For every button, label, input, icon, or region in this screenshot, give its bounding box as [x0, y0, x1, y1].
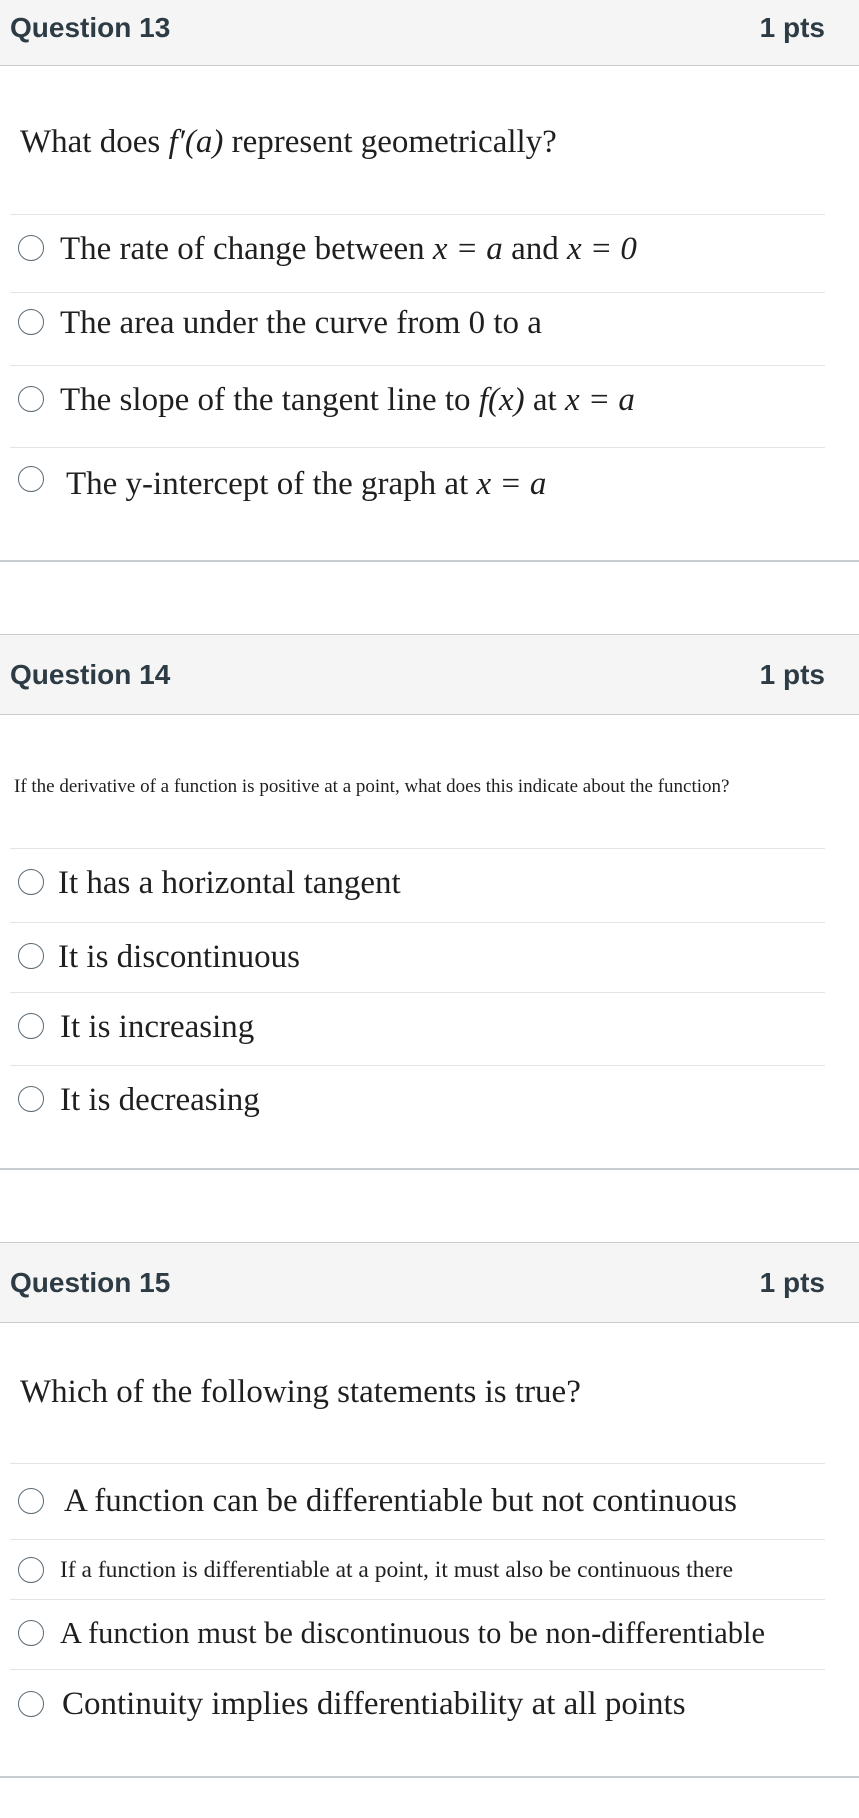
- math-expression: x = a: [432, 231, 503, 267]
- radio-button[interactable]: [18, 309, 44, 335]
- answer-option[interactable]: The rate of change between x = a and x = 0: [10, 218, 825, 292]
- question-13-prompt: What does f′(a) represent geometrically?: [20, 124, 557, 160]
- radio-button[interactable]: [18, 1620, 44, 1646]
- question-15-header: [0, 1242, 859, 1323]
- question-points: 1 pts: [759, 11, 825, 43]
- answer-option[interactable]: A function must be discontinuous to be non-differentiable: [10, 1600, 825, 1669]
- radio-button[interactable]: [18, 1488, 44, 1514]
- radio-button[interactable]: [18, 1691, 44, 1717]
- question-15-prompt: Which of the following statements is true?: [20, 1374, 581, 1410]
- math-expression: f′(a): [168, 124, 224, 160]
- answer-option[interactable]: The y-intercept of the graph at x = a: [10, 448, 825, 528]
- answer-option[interactable]: If a function is differentiable at a point, it must also be continuous there: [10, 1540, 825, 1599]
- question-title: Question 13: [10, 11, 171, 43]
- radio-button[interactable]: [18, 943, 44, 969]
- radio-button[interactable]: [18, 869, 44, 895]
- answer-option[interactable]: It is increasing: [10, 993, 825, 1065]
- math-expression: x = a: [564, 382, 635, 418]
- answer-option[interactable]: The slope of the tangent line to f(x) at x = a: [10, 366, 825, 447]
- question-points: 1 pts: [759, 1266, 825, 1298]
- radio-button[interactable]: [18, 1086, 44, 1112]
- question-title: Question 14: [10, 658, 171, 690]
- answer-option[interactable]: It has a horizontal tangent: [10, 849, 825, 922]
- question-points: 1 pts: [759, 658, 825, 690]
- math-expression: x = a: [476, 466, 547, 502]
- radio-button[interactable]: [18, 235, 44, 261]
- question-14-header: [0, 634, 859, 715]
- math-expression: f(x): [478, 382, 525, 418]
- question-13-header: [0, 0, 859, 66]
- radio-button[interactable]: [18, 466, 44, 492]
- math-expression: x = 0: [566, 231, 637, 267]
- answer-option[interactable]: A function can be differentiable but not continuous: [10, 1464, 825, 1539]
- question-separator: [0, 560, 859, 562]
- radio-button[interactable]: [18, 1013, 44, 1039]
- radio-button[interactable]: [18, 386, 44, 412]
- question-title: Question 15: [10, 1266, 171, 1298]
- radio-button[interactable]: [18, 1557, 44, 1583]
- question-14-prompt: If the derivative of a function is positive at a point, what does this indicate about the function?: [14, 776, 730, 797]
- answer-option[interactable]: The area under the curve from 0 to a: [10, 293, 825, 365]
- answer-option[interactable]: Continuity implies differentiability at all points: [10, 1670, 825, 1744]
- question-separator: [0, 1776, 859, 1778]
- divider: [10, 214, 825, 215]
- question-separator: [0, 1168, 859, 1170]
- answer-option[interactable]: It is decreasing: [10, 1066, 825, 1136]
- answer-option[interactable]: It is discontinuous: [10, 923, 825, 992]
